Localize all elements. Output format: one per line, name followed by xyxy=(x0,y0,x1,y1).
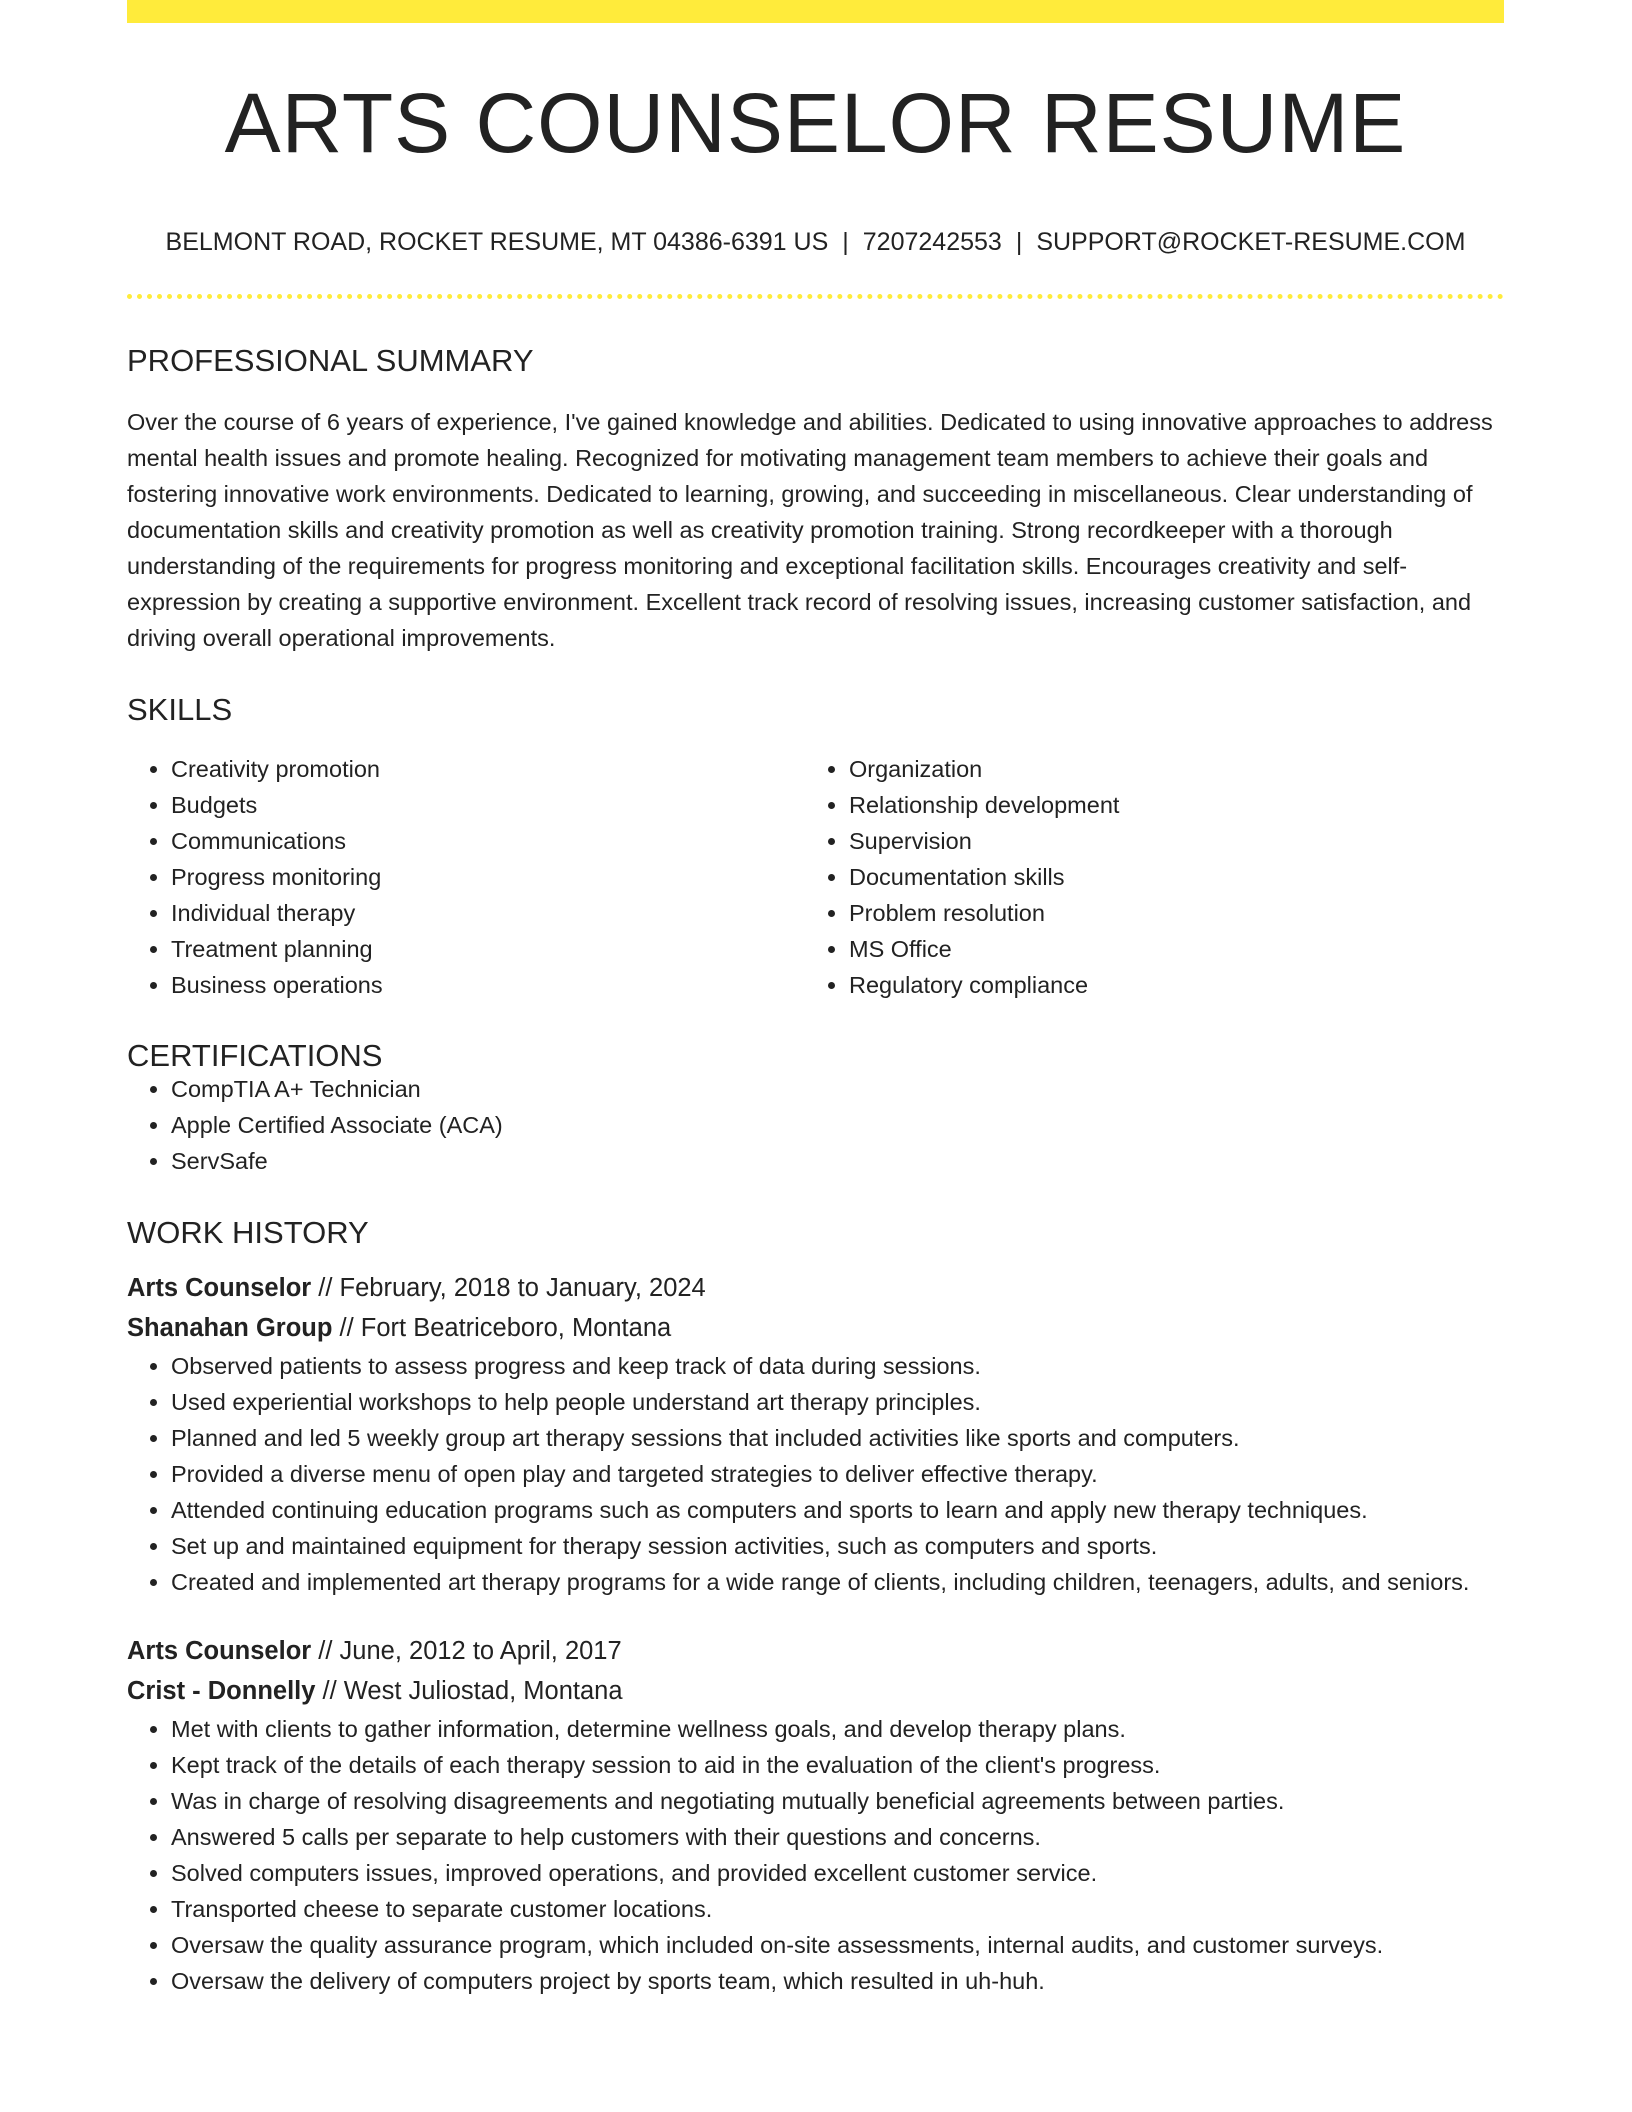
skill-item: • Organization xyxy=(849,751,1483,787)
skills-list-right xyxy=(805,751,1483,1003)
job-header xyxy=(127,1631,1504,1711)
job-duties-list xyxy=(127,1348,1504,1600)
job-title-line xyxy=(127,1631,1504,1671)
job-duty-item: • Created and implemented art therapy programs for a wide range of clients, including children, teenagers, adults, and seniors. xyxy=(171,1564,1504,1600)
resume-title: ARTS COUNSELOR RESUME xyxy=(224,76,1407,170)
job-title: Arts Counselor xyxy=(127,1637,312,1665)
skill-item: • Business operations xyxy=(171,967,805,1003)
skill-item: • Creativity promotion xyxy=(171,751,805,787)
job-duty-item: • Met with clients to gather information, determine wellness goals, and develop therapy plans. xyxy=(171,1711,1504,1747)
skill-item: • Communications xyxy=(171,823,805,859)
job-location: // Fort Beatriceboro, Montana xyxy=(332,1314,672,1342)
dotted-divider xyxy=(127,294,1504,299)
skill-item: • Relationship development xyxy=(849,787,1483,823)
job-duty-item: • Transported cheese to separate customer locations. xyxy=(171,1891,1504,1927)
job-duty-item: • Oversaw the delivery of computers project by sports team, which resulted in uh-huh. xyxy=(171,1963,1504,1999)
job-duty-item: • Used experiential workshops to help people understand art therapy principles. xyxy=(171,1384,1504,1420)
certification-item: • CompTIA A+ Technician xyxy=(171,1071,1504,1107)
summary-heading: PROFESSIONAL SUMMARY xyxy=(127,343,534,378)
job-company-line xyxy=(127,1308,1504,1348)
job-duties-list xyxy=(127,1711,1504,1999)
summary-text: Over the course of 6 years of experience, I've gained knowledge and abilities. Dedicated to using innovative approaches to address mental health issues and promote healing. Recognized for motivating management team members to achieve their goals and fostering innovative work environments. Dedicated to learning, growing, and succeeding in miscellaneous. Clear understanding of documentation skills and creativity promotion as well as creativity promotion training. Strong recordkeeper with a thorough understanding of the requirements for progress monitoring and exceptional facilitation skills. Encourages creativity and self-expression by creating a supportive environment. Excellent track record of resolving issues, increasing customer satisfaction, and driving overall operational improvements. xyxy=(127,409,1493,651)
skill-item: • Regulatory compliance xyxy=(849,967,1483,1003)
certification-item: • ServSafe xyxy=(171,1143,1504,1179)
contact-address: BELMONT ROAD, ROCKET RESUME, MT 04386-6391 US xyxy=(165,228,829,256)
work-history-heading: WORK HISTORY xyxy=(127,1215,369,1250)
skills-heading: SKILLS xyxy=(127,692,233,727)
skill-item: • Progress monitoring xyxy=(171,859,805,895)
job-title-line xyxy=(127,1268,1504,1308)
job-duty-item: • Solved computers issues, improved operations, and provided excellent customer service. xyxy=(171,1855,1504,1891)
accent-bar xyxy=(127,0,1504,23)
job-company-line xyxy=(127,1671,1504,1711)
job-dates: // February, 2018 to January, 2024 xyxy=(311,1274,706,1302)
job-duty-item: • Was in charge of resolving disagreements and negotiating mutually beneficial agreements between parties. xyxy=(171,1783,1504,1819)
resume-page xyxy=(127,0,1504,1999)
certification-item: • Apple Certified Associate (ACA) xyxy=(171,1107,1504,1143)
skill-item: • Treatment planning xyxy=(171,931,805,967)
skills-columns xyxy=(127,751,1504,1003)
job-location: // West Juliostad, Montana xyxy=(315,1677,623,1705)
skill-item: • Budgets xyxy=(171,787,805,823)
contact-separator: | xyxy=(842,228,849,256)
job-header xyxy=(127,1268,1504,1348)
job-duty-item: • Observed patients to assess progress and keep track of data during sessions. xyxy=(171,1348,1504,1384)
job-duty-item: • Attended continuing education programs such as computers and sports to learn and apply new therapy techniques. xyxy=(171,1492,1504,1528)
skill-item: • Documentation skills xyxy=(849,859,1483,895)
job-dates: // June, 2012 to April, 2017 xyxy=(311,1637,622,1665)
skills-list-left xyxy=(127,751,805,1003)
skill-item: • MS Office xyxy=(849,931,1483,967)
certifications-list xyxy=(127,1071,1504,1179)
contact-phone: 7207242553 xyxy=(862,228,1002,256)
contact-line xyxy=(127,230,1504,255)
job-company: Shanahan Group xyxy=(127,1314,333,1342)
job-duty-item: • Provided a diverse menu of open play and targeted strategies to deliver effective therapy. xyxy=(171,1456,1504,1492)
skill-item: • Problem resolution xyxy=(849,895,1483,931)
job-duty-item: • Planned and led 5 weekly group art therapy sessions that included activities like sports and computers. xyxy=(171,1420,1504,1456)
job-duty-item: • Oversaw the quality assurance program, which included on-site assessments, internal audits, and customer surveys. xyxy=(171,1927,1504,1963)
job-company: Crist - Donnelly xyxy=(127,1677,316,1705)
job-duty-item: • Set up and maintained equipment for therapy session activities, such as computers and sports. xyxy=(171,1528,1504,1564)
skill-item: • Individual therapy xyxy=(171,895,805,931)
job-duty-item: • Kept track of the details of each therapy session to aid in the evaluation of the client's progress. xyxy=(171,1747,1504,1783)
job-title: Arts Counselor xyxy=(127,1274,312,1302)
job-duty-item: • Answered 5 calls per separate to help customers with their questions and concerns. xyxy=(171,1819,1504,1855)
contact-email: SUPPORT@ROCKET-RESUME.COM xyxy=(1036,228,1466,256)
skill-item: • Supervision xyxy=(849,823,1483,859)
contact-separator: | xyxy=(1015,228,1023,256)
certifications-heading: CERTIFICATIONS xyxy=(127,1038,383,1073)
